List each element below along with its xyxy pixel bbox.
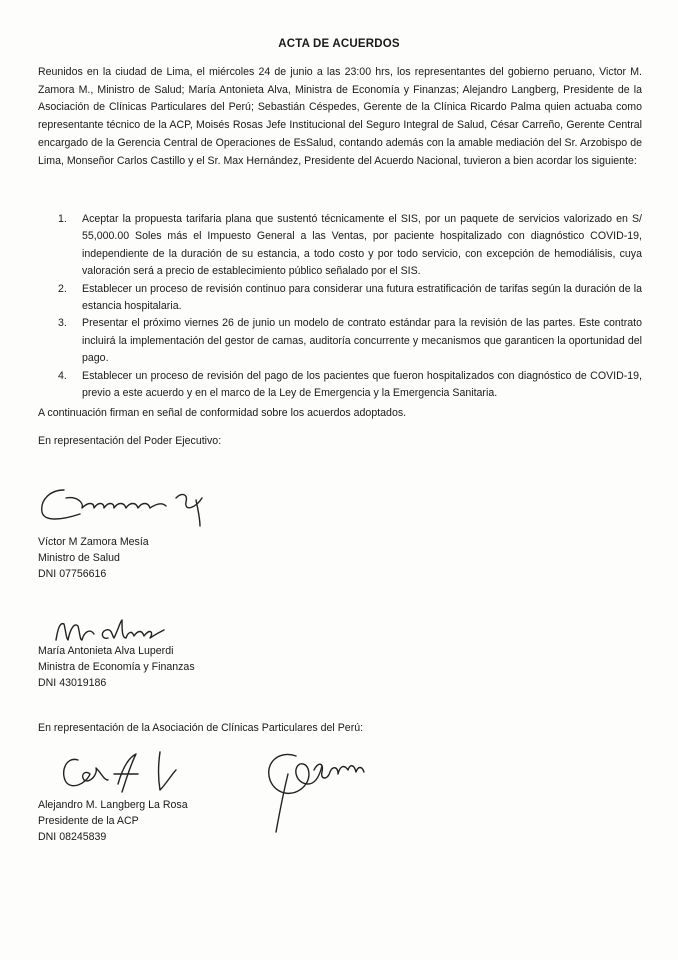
list-item-text: Establecer un proceso de revisión continuo para considerar una futura estratificación de tarifas según la duración de la estancia hospitalaria. [82,282,642,313]
signatory-name: Víctor M Zamora Mesía [38,536,149,548]
agreements-list [38,211,642,402]
list-item-number: 1. [58,213,67,225]
signatory-name: Alejandro M. Langberg La Rosa [38,799,188,811]
signatory-block-langberg [38,798,188,845]
list-item [38,211,642,281]
signatory-dni: DNI 43019186 [38,676,107,689]
list-item-text: Presentar el próximo viernes 26 de junio un modelo de contrato estándar para la revisión de las partes. Este contrato incluirá la implementación del gestor de camas, auditoría concurrente y mecanismos que garanticen la oportunidad del pago. [82,317,642,365]
signatory-role: Presidente de la ACP [38,814,139,827]
list-item-number: 3. [58,317,67,330]
signatory-name: María Antonieta Alva Luperdi [38,645,174,657]
intro-paragraph: Reunidos en la ciudad de Lima, el miércoles 24 de junio a las 23:00 hrs, los representantes del gobierno peruano, Victor M. Zamora M., Ministro de Salud; María Antonieta Alva, Ministra de Economía y Finanzas; Alejandro Langberg, Presidente de la Asociación de Clínicas Particulares del Perú; Sebastián Céspedes, Gerente de la Clínica Ricardo Palma quien actuaba como representante técnico de la ACP, Moisés Rosas Jefe Institucional del Seguro Integral de Salud, César Carreño, Gerente Central encargado de la Gerencia Central de Operaciones de EsSalud, contando además con la amable mediación del Sr. Arzobispo de Lima, Monseñor Carlos Castillo y el Sr. Max Hernández, Presidente del Acuerdo Nacional, tuvieron a bien acordar los siguiente: [38,66,642,167]
list-item [38,281,642,316]
section-heading-acp: En representación de la Asociación de Clínicas Particulares del Perú: [38,722,364,734]
signatory-block-zamora [38,535,149,582]
signature-acp-second [256,740,376,840]
list-item-text: Aceptar la propuesta tarifaria plana que sustentó técnicamente el SIS, por un paquete de servicios valorizado en S/ 55,000.00 Soles más el Impuesto General a las Ventas, por paciente hospitalizado con diagnóstico COVID-19, independiente de la duración de su estancia, a todo costo y por todo servicio, con excepción de hemodiálisis, cuya valoración será a precio de establecimiento público señalado por el SIS. [82,213,642,278]
list-item [38,368,642,403]
signatory-block-alva [38,644,195,691]
list-item-number: 2. [58,282,67,295]
signature-zamora [36,478,216,534]
signatory-dni: DNI 08245839 [38,830,107,843]
signature-langberg [56,744,196,800]
list-item-text: Establecer un proceso de revisión del pago de los pacientes que fueron hospitalizados con diagnóstico de COVID-19, previo a este acuerdo y en el marco de la Ley de Emergencia y la Emergencia Sanitaria. [82,369,642,400]
closing-statement: A continuación firman en señal de conformidad sobre los acuerdos adoptados. [38,407,407,419]
signatory-role: Ministro de Salud [38,551,120,564]
section-heading-executive: En representación del Poder Ejecutivo: [38,435,222,447]
signatory-role: Ministra de Economía y Finanzas [38,660,195,673]
list-item-number: 4. [58,369,67,382]
signatory-dni: DNI 07756616 [38,567,107,580]
document-title: ACTA DE ACUERDOS [278,38,400,50]
list-item [38,315,642,367]
